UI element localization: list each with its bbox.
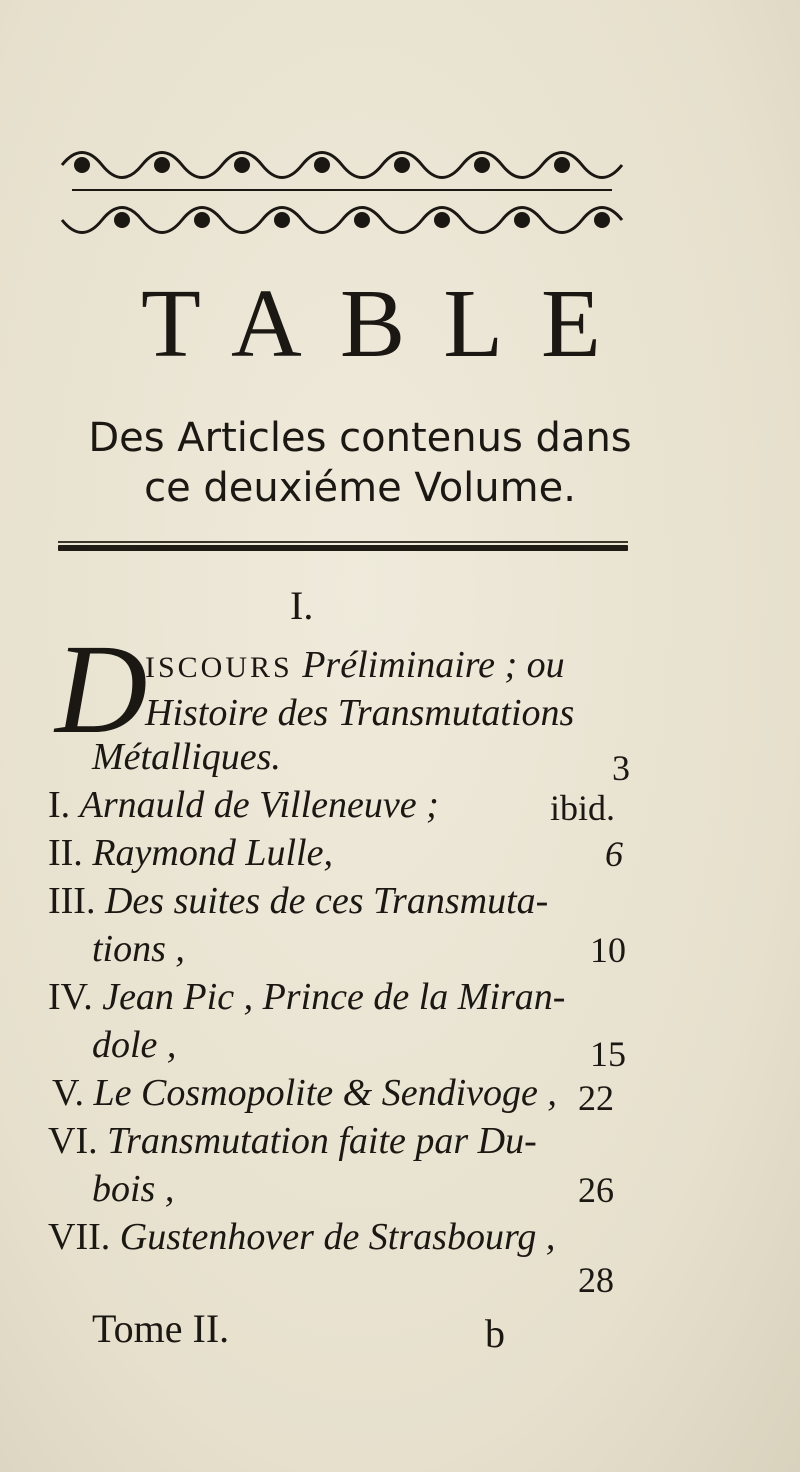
entry-4-num: IV. — [48, 976, 93, 1018]
entry-4-text: Jean Pic , Prince de la Miran- — [102, 976, 566, 1018]
entry-1-num: I. — [48, 784, 71, 826]
entry-intro-line-1-rest: Préliminaire ; ou — [292, 644, 565, 686]
footer-signature: b — [485, 1311, 505, 1356]
entry-6-num: VI. — [48, 1120, 98, 1162]
entry-4-continued: dole , — [92, 1024, 177, 1066]
entry-5-num: V. — [52, 1072, 85, 1114]
subtitle-line-2: ce deuxiéme Volume. — [144, 465, 576, 511]
entry-5-text: Le Cosmopolite & Sendivoge , — [93, 1072, 557, 1114]
entry-7 — [48, 1218, 555, 1256]
entry-intro-smallcaps: ISCOURS — [145, 651, 293, 684]
entry-3-page: 10 — [590, 930, 626, 970]
entry-4-page: 15 — [590, 1034, 626, 1074]
fleuron-ornament-band — [52, 135, 632, 250]
entry-3-text: Des suites de ces Transmuta- — [104, 880, 549, 922]
entry-2-num: II. — [48, 832, 83, 874]
entry-6 — [48, 1122, 537, 1160]
entry-intro-page: 3 — [612, 748, 630, 788]
entry-intro-line-2: Histoire des Transmutations — [145, 692, 575, 734]
entry-1 — [48, 786, 439, 824]
entry-2-page: 6 — [605, 834, 623, 874]
entry-intro-line-1 — [145, 646, 565, 684]
entry-5-page: 22 — [578, 1078, 614, 1118]
section-number: I. — [290, 583, 314, 628]
entry-intro-line-3: Métalliques. — [92, 736, 281, 778]
entry-1-page: ibid. — [550, 788, 616, 828]
page-title: TABLE — [141, 270, 639, 378]
entry-3-continued: tions , — [92, 928, 185, 970]
entry-3-num: III. — [48, 880, 96, 922]
entry-6-page: 26 — [578, 1170, 614, 1210]
divider-thin — [58, 541, 628, 543]
entry-4 — [48, 978, 565, 1016]
entry-5 — [52, 1074, 557, 1112]
drop-cap: D — [55, 618, 148, 760]
entry-7-page: 28 — [578, 1260, 614, 1300]
entry-2 — [48, 834, 333, 872]
entry-1-text: Arnauld de Villeneuve ; — [79, 784, 439, 826]
subtitle-line-1: Des Articles contenus dans — [88, 415, 632, 461]
entry-7-num: VII. — [48, 1216, 111, 1258]
entry-6-text: Transmutation faite par Du- — [107, 1120, 537, 1162]
entry-6-continued: bois , — [92, 1168, 175, 1210]
divider-thick — [58, 545, 628, 551]
entry-7-text: Gustenhover de Strasbourg , — [119, 1216, 556, 1258]
entry-2-text: Raymond Lulle, — [92, 832, 333, 874]
footer-tome: Tome II. — [92, 1306, 230, 1351]
entry-3 — [48, 882, 548, 920]
